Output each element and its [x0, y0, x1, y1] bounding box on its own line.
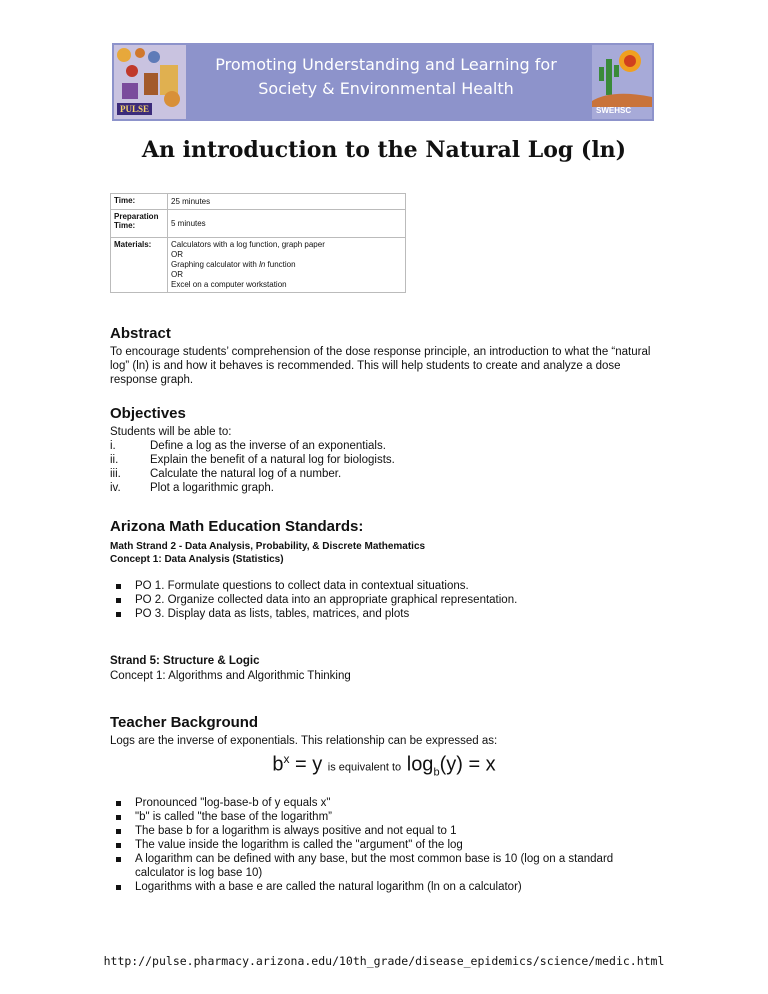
concept5-text: Concept 1: Algorithms and Algorithmic Thinking	[110, 670, 351, 682]
standard-item: PO 1. Formulate questions to collect data in contextual situations.	[116, 580, 656, 594]
objective-item: i. Define a log as the inverse of an exponentials.	[110, 440, 386, 452]
pulse-logo	[114, 45, 186, 119]
swehsc-label: SWEHSC	[596, 106, 632, 115]
abstract-heading: Abstract	[110, 325, 171, 342]
standard-item: PO 2. Organize collected data into an appropriate graphical representation.	[116, 594, 656, 608]
materials-line: OR	[171, 250, 183, 259]
background-item: "b" is called "the base of the logarithm”	[116, 811, 656, 825]
materials-line: Calculators with a log function, graph paper	[171, 240, 325, 249]
background-item: The value inside the logarithm is called the "argument" of the log	[116, 839, 656, 853]
abstract-text: To encourage students’ comprehension of the dose response principle, an introduction to what the “natural log” (ln) is and how it behaves is recommended. This will help students to create and analyze a dose response graph.	[110, 346, 651, 386]
time-label: Time:	[111, 194, 168, 210]
objective-item: iv. Plot a logarithmic graph.	[110, 482, 275, 494]
info-table	[110, 193, 406, 293]
footer-url[interactable]: http://pulse.pharmacy.arizona.edu/10th_grade/disease_epidemics/science/medic.html	[103, 954, 665, 968]
time-value: 25 minutes	[168, 194, 406, 210]
banner-line-2: Society & Environmental Health	[258, 79, 514, 98]
banner-line-1: Promoting Understanding and Learning for	[215, 55, 557, 74]
ln-italic: ln	[259, 260, 266, 269]
objective-item: ii. Explain the benefit of a natural log for biologists.	[110, 454, 395, 466]
banner-title	[206, 53, 566, 101]
materials-value	[168, 238, 406, 293]
background-item: The base b for a logarithm is always positive and not equal to 1	[116, 825, 656, 839]
objectives-heading: Objectives	[110, 405, 186, 422]
teacher-heading: Teacher Background	[110, 714, 259, 731]
header-banner	[112, 43, 654, 121]
background-item: Logarithms with a base e are called the natural logarithm (ln on a calculator)	[116, 881, 656, 895]
pulse-badge: PULSE	[117, 103, 152, 115]
materials-line: Excel on a computer workstation	[171, 280, 287, 289]
strand5-heading: Strand 5: Structure & Logic	[110, 655, 260, 667]
background-item: A logarithm can be defined with any base, but the most common base is 10 (log on a standard calculator is log base 10)	[116, 853, 656, 880]
page-title: An introduction to the Natural Log (ln)	[141, 137, 627, 163]
materials-row	[111, 238, 406, 293]
materials-label: Materials:	[111, 238, 168, 293]
time-row	[111, 194, 406, 210]
prep-value: 5 minutes	[168, 210, 406, 238]
teacher-intro: Logs are the inverse of exponentials. This relationship can be expressed as:	[110, 735, 498, 747]
strand2-heading: Math Strand 2 - Data Analysis, Probability, & Discrete Mathematics	[110, 541, 426, 552]
materials-line: OR	[171, 270, 183, 279]
standard-item: PO 3. Display data as lists, tables, matrices, and plots	[116, 608, 656, 622]
prep-row	[111, 210, 406, 238]
standards-heading: Arizona Math Education Standards:	[110, 518, 364, 535]
concept1-heading: Concept 1: Data Analysis (Statistics)	[110, 554, 284, 565]
prep-label: Preparation Time:	[111, 210, 168, 238]
log-formula: $b^x = y$ is equivalent to $\log_b(y) = x$	[272, 752, 496, 779]
background-item: Pronounced "log-base-b of y equals x"	[116, 797, 656, 811]
objective-item: iii. Calculate the natural log of a number.	[110, 468, 342, 480]
swehsc-logo	[592, 45, 652, 119]
materials-line: Graphing calculator with ln function	[171, 260, 296, 269]
objectives-intro: Students will be able to:	[110, 426, 232, 438]
